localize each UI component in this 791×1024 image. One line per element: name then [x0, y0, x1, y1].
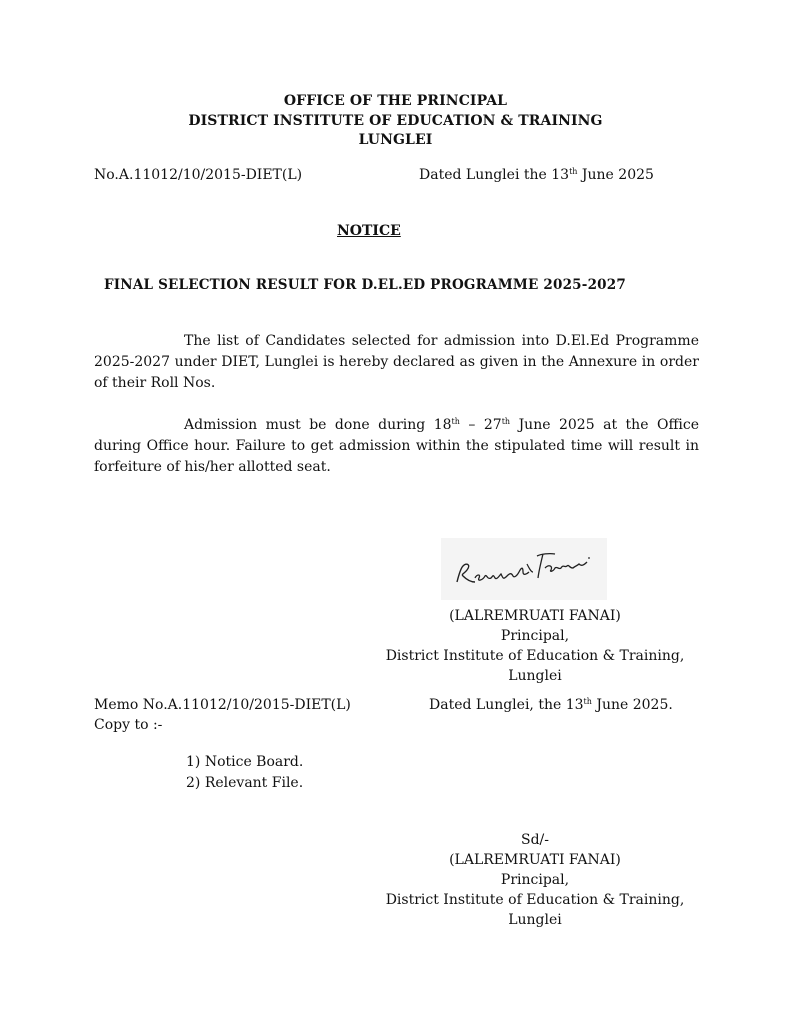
signatory-place: Lunglei: [508, 668, 562, 684]
memo-date: Dated Lunglei, the 13th June 2025.: [429, 697, 673, 713]
signatory-institute: District Institute of Education & Training,: [385, 648, 685, 664]
paragraph-selection: The list of Candidates selected for admission into D.El.Ed Programme 2025-2027 under DIET, Lunglei is hereby declared as given in the Annexure in order of their Roll Nos.: [94, 333, 699, 391]
location-title: LUNGLEI: [358, 132, 433, 148]
signature-block-copy: [360, 830, 710, 930]
signatory-place: Lunglei: [508, 912, 562, 928]
handwritten-signature-icon: [441, 538, 607, 600]
signatory-institute: District Institute of Education & Training,: [385, 892, 685, 908]
notice-heading: NOTICE: [337, 223, 401, 239]
copy-item: 1) Notice Board.: [186, 754, 304, 770]
signatory-name: (LALREMRUATI FANAI): [449, 852, 621, 868]
institute-title: DISTRICT INSTITUTE OF EDUCATION & TRAINING: [188, 113, 603, 129]
signature-image: [441, 538, 607, 600]
reference-date: Dated Lunglei the 13th June 2025: [419, 167, 654, 183]
reference-number: No.A.11012/10/2015-DIET(L): [94, 167, 303, 183]
office-title: OFFICE OF THE PRINCIPAL: [283, 93, 508, 109]
signatory-name: (LALREMRUATI FANAI): [449, 608, 621, 624]
signatory-designation: Principal,: [500, 872, 570, 888]
subject-line: FINAL SELECTION RESULT FOR D.EL.ED PROGRAMME 2025-2027: [104, 277, 626, 293]
memo-number: Memo No.A.11012/10/2015-DIET(L): [94, 697, 351, 713]
paragraph-admission: Admission must be done during 18th – 27th June 2025 at the Office during Office hour. Failure to get admission within the stipulated time will result in forfeiture of his/her allotted seat.: [94, 417, 699, 475]
sd-mark: Sd/-: [521, 832, 549, 848]
copy-to-label: Copy to :-: [94, 717, 163, 733]
signatory-designation: Principal,: [500, 628, 570, 644]
copy-item: 2) Relevant File.: [186, 775, 304, 791]
signature-block: [360, 606, 710, 686]
